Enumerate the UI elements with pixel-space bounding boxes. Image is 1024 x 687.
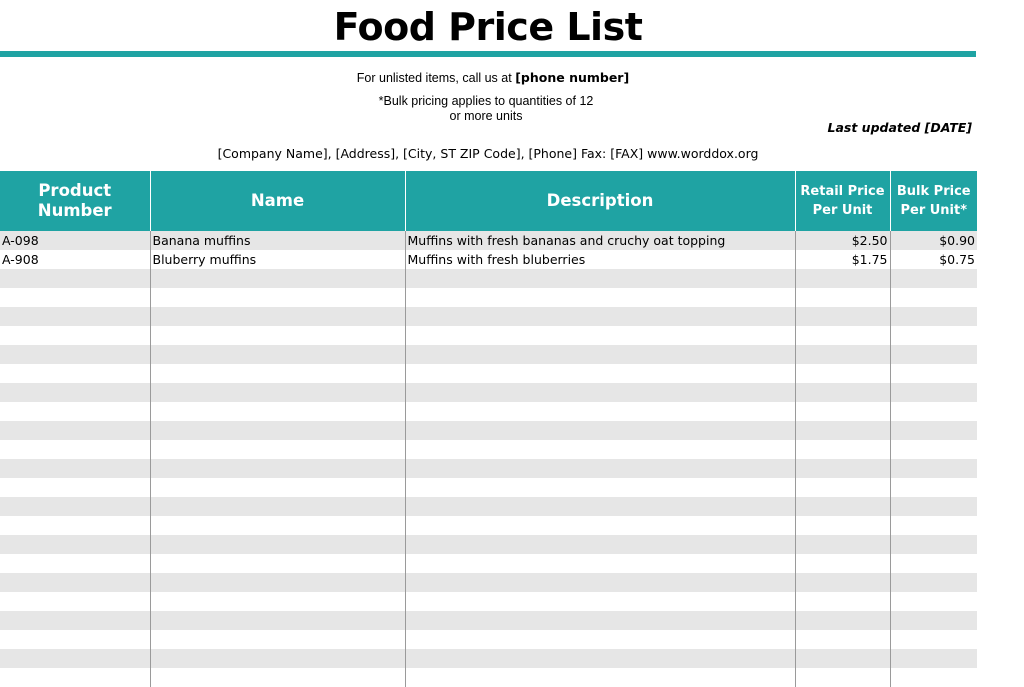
cell-bulk-price[interactable] [890,383,977,402]
cell-name[interactable] [150,668,405,687]
cell-name[interactable] [150,345,405,364]
empty-row [0,459,977,478]
cell-retail-price[interactable] [795,269,890,288]
cell-product-number[interactable] [0,554,150,573]
cell-bulk-price[interactable] [890,592,977,611]
cell-bulk-price[interactable] [890,326,977,345]
cell-description[interactable] [405,307,795,326]
cell-retail-price[interactable]: $2.50 [795,231,890,250]
cell-product-number[interactable] [0,516,150,535]
unlisted-items-text: For unlisted items, call us at [356,71,516,85]
cell-retail-price[interactable] [795,459,890,478]
cell-product-number[interactable] [0,630,150,649]
cell-product-number[interactable] [0,326,150,345]
cell-bulk-price[interactable] [890,478,977,497]
cell-name[interactable] [150,383,405,402]
cell-bulk-price[interactable] [890,421,977,440]
cell-product-number[interactable] [0,402,150,421]
cell-product-number[interactable] [0,421,150,440]
cell-retail-price[interactable] [795,554,890,573]
bulk-pricing-note [0,94,972,124]
cell-description[interactable]: Muffins with fresh bluberries [405,250,795,269]
cell-product-number[interactable] [0,364,150,383]
cell-description[interactable] [405,554,795,573]
empty-row [0,440,977,459]
cell-description[interactable] [405,478,795,497]
cell-name[interactable] [150,573,405,592]
empty-row [0,649,977,668]
empty-row [0,497,977,516]
cell-product-number[interactable] [0,668,150,687]
cell-bulk-price[interactable] [890,630,977,649]
cell-retail-price[interactable] [795,326,890,345]
cell-bulk-price[interactable] [890,402,977,421]
cell-name[interactable] [150,421,405,440]
cell-bulk-price[interactable] [890,345,977,364]
col-header-name[interactable]: Name [150,171,405,231]
empty-row [0,288,977,307]
cell-retail-price[interactable] [795,649,890,668]
table-row [0,250,977,269]
cell-retail-price[interactable] [795,573,890,592]
cell-bulk-price[interactable] [890,535,977,554]
empty-row [0,269,977,288]
cell-product-number[interactable] [0,649,150,668]
cell-description[interactable] [405,497,795,516]
empty-row [0,516,977,535]
price-table [0,171,977,687]
cell-bulk-price[interactable] [890,516,977,535]
empty-row [0,402,977,421]
cell-product-number[interactable]: A-908 [2,252,39,267]
cell-name[interactable] [150,478,405,497]
cell-description[interactable] [405,288,795,307]
cell-retail-price[interactable] [795,535,890,554]
empty-row [0,592,977,611]
col-header-description[interactable]: Description [405,171,795,231]
cell-product-number[interactable] [0,459,150,478]
cell-name[interactable] [150,592,405,611]
empty-row [0,345,977,364]
page-title: Food Price List [333,5,643,49]
cell-retail-price[interactable] [795,364,890,383]
cell-bulk-price[interactable] [890,611,977,630]
empty-row [0,421,977,440]
cell-description[interactable] [405,326,795,345]
cell-bulk-price[interactable] [890,459,977,478]
cell-bulk-price[interactable] [890,554,977,573]
cell-product-number[interactable] [0,307,150,326]
cell-description[interactable] [405,668,795,687]
cell-retail-price[interactable] [795,497,890,516]
cell-description[interactable] [405,535,795,554]
cell-description[interactable] [405,383,795,402]
phone-number-placeholder: [phone number] [515,70,630,85]
cell-bulk-price[interactable]: $0.90 [890,231,977,250]
cell-retail-price[interactable] [795,516,890,535]
cell-description[interactable] [405,592,795,611]
empty-row [0,478,977,497]
cell-description[interactable] [405,459,795,478]
cell-product-number[interactable] [0,535,150,554]
cell-bulk-price[interactable] [890,573,977,592]
cell-retail-price[interactable]: $1.75 [795,250,890,269]
cell-retail-price[interactable] [795,421,890,440]
title-underline [0,51,976,57]
cell-name[interactable] [150,326,405,345]
cell-bulk-price[interactable] [890,440,977,459]
cell-description[interactable] [405,440,795,459]
cell-description[interactable] [405,649,795,668]
cell-description[interactable] [405,364,795,383]
cell-name[interactable] [150,402,405,421]
cell-retail-price[interactable] [795,345,890,364]
cell-name[interactable] [150,630,405,649]
cell-product-number[interactable] [0,497,150,516]
cell-name[interactable] [150,440,405,459]
cell-name[interactable] [150,535,405,554]
cell-retail-price[interactable] [795,478,890,497]
cell-retail-price[interactable] [795,383,890,402]
cell-product-number[interactable] [0,592,150,611]
cell-retail-price[interactable] [795,440,890,459]
cell-product-number[interactable] [0,440,150,459]
cell-name[interactable] [150,288,405,307]
company-info-line: [Company Name], [Address], [City, ST ZIP Code], [Phone] Fax: [FAX] www.worddox.org [217,146,759,161]
cell-product-number[interactable]: A-098 [0,231,150,250]
cell-product-number[interactable] [0,478,150,497]
cell-name[interactable] [150,269,405,288]
table-header-row [0,171,977,231]
cell-retail-price[interactable] [795,630,890,649]
cell-name[interactable] [150,364,405,383]
cell-name[interactable] [150,307,405,326]
empty-row [0,554,977,573]
cell-product-number[interactable] [0,269,150,288]
col-header-bulk-price[interactable]: Bulk Price Per Unit* [890,171,977,231]
cell-retail-price[interactable] [795,402,890,421]
cell-product-number[interactable] [0,345,150,364]
cell-name[interactable] [150,497,405,516]
cell-description[interactable] [405,345,795,364]
cell-bulk-price[interactable] [890,307,977,326]
cell-bulk-price[interactable]: $0.75 [890,250,977,269]
cell-name[interactable] [150,516,405,535]
cell-description[interactable] [405,630,795,649]
cell-description[interactable] [405,269,795,288]
cell-bulk-price[interactable] [890,364,977,383]
bulk-note-line1: *Bulk pricing applies to quantities of 12 [378,94,594,108]
cell-product-number[interactable] [0,611,150,630]
empty-row [0,630,977,649]
cell-bulk-price[interactable] [890,497,977,516]
col-header-retail-price[interactable]: Retail Price Per Unit [795,171,890,231]
unlisted-items-note [0,70,986,86]
cell-bulk-price[interactable] [890,649,977,668]
bulk-note-line2: or more units [449,109,523,123]
cell-description[interactable] [405,516,795,535]
cell-retail-price[interactable] [795,668,890,687]
empty-row [0,326,977,345]
cell-retail-price[interactable] [795,611,890,630]
cell-bulk-price[interactable] [890,269,977,288]
cell-name[interactable] [150,611,405,630]
cell-bulk-price[interactable] [890,668,977,687]
empty-row [0,573,977,592]
col-header-product-number[interactable]: Product Number [0,171,150,231]
cell-retail-price[interactable] [795,288,890,307]
cell-product-number[interactable] [0,288,150,307]
empty-row [0,668,977,687]
cell-description[interactable] [405,611,795,630]
empty-row [0,383,977,402]
last-updated-label: Last updated [DATE] [827,120,972,135]
cell-product-number[interactable] [0,573,150,592]
cell-description[interactable] [405,421,795,440]
cell-name[interactable]: Bluberry muffins [150,250,405,269]
cell-product-number[interactable] [0,383,150,402]
table-body [0,231,977,687]
table-row [0,231,977,250]
empty-row [0,364,977,383]
cell-retail-price[interactable] [795,307,890,326]
cell-description[interactable]: Muffins with fresh bananas and cruchy oat topping [405,231,795,250]
cell-description[interactable] [405,573,795,592]
cell-name[interactable] [150,554,405,573]
cell-name[interactable] [150,649,405,668]
cell-retail-price[interactable] [795,592,890,611]
empty-row [0,611,977,630]
cell-name[interactable]: Banana muffins [150,231,405,250]
cell-description[interactable] [405,402,795,421]
empty-row [0,535,977,554]
cell-name[interactable] [150,459,405,478]
cell-bulk-price[interactable] [890,288,977,307]
empty-row [0,307,977,326]
